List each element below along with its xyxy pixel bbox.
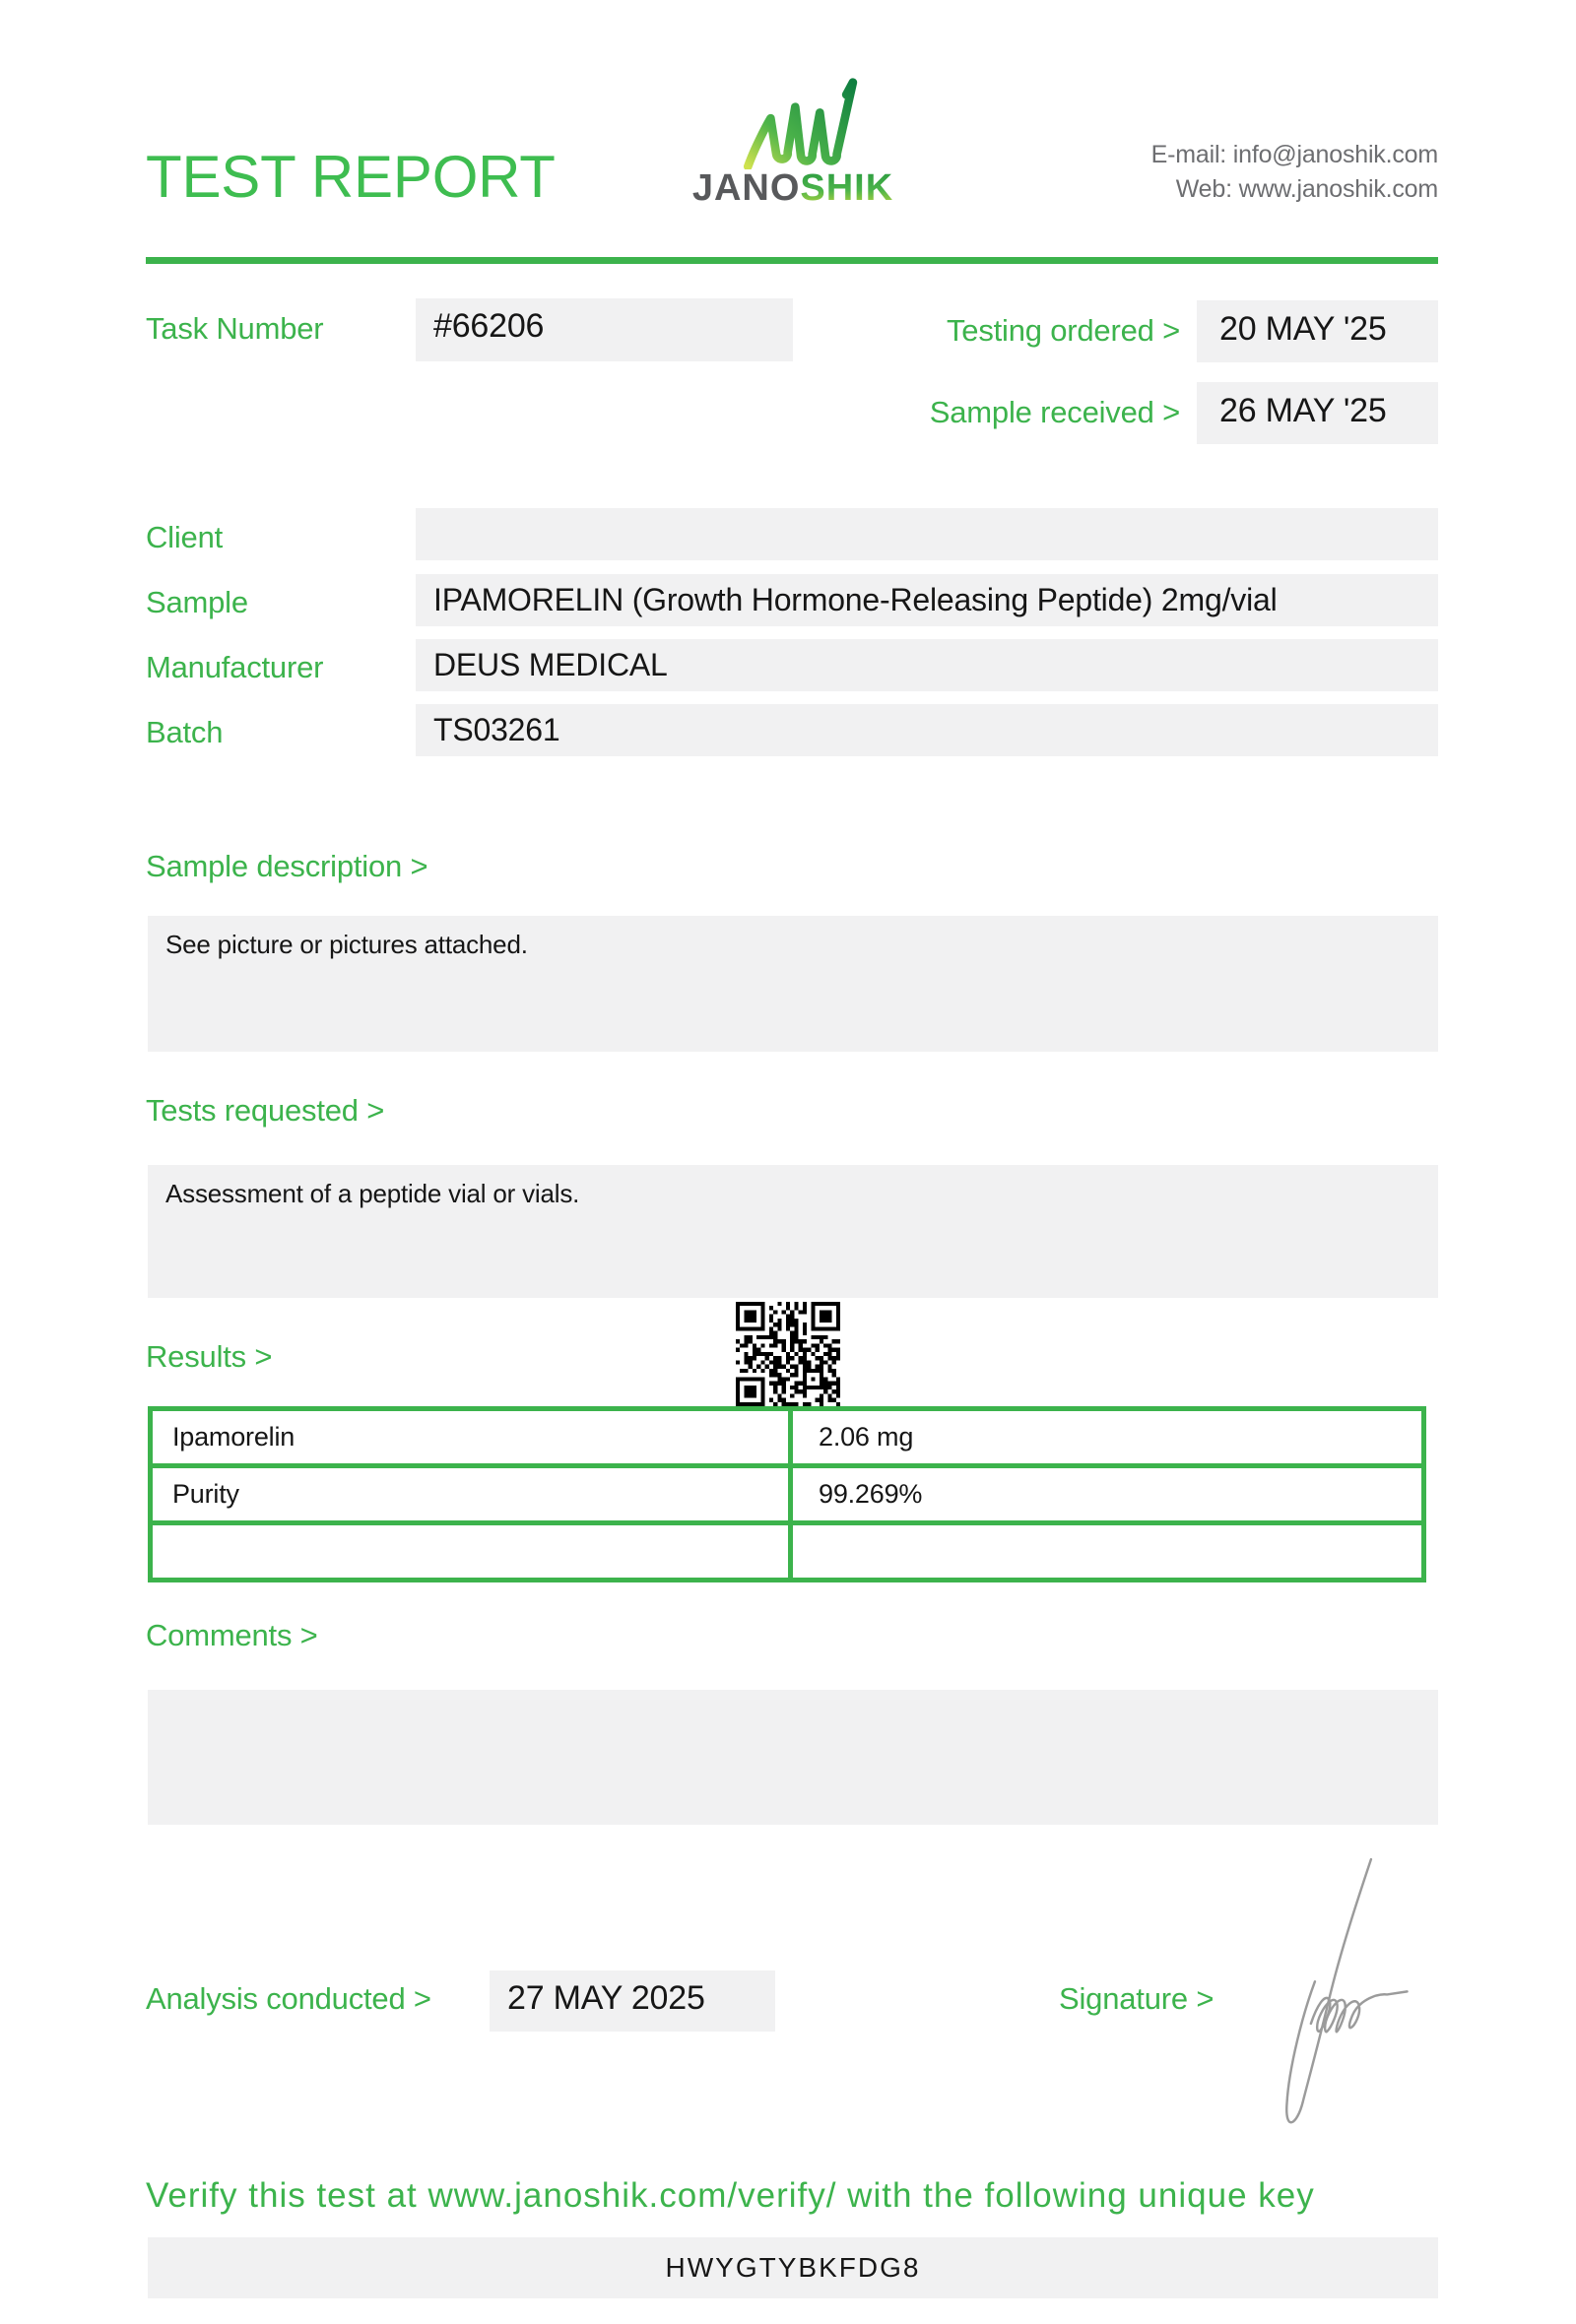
task-number-label: Task Number <box>146 311 324 346</box>
results-table <box>148 1406 1426 1582</box>
client-label: Client <box>146 520 224 554</box>
testing-ordered-value: 20 MAY '25 <box>1219 310 1387 348</box>
signature-image <box>1266 1853 1428 2144</box>
qr-code <box>736 1302 840 1406</box>
sample-received-label: Sample received > <box>929 395 1180 429</box>
tests-requested-text: Assessment of a peptide vial or vials. <box>165 1179 580 1208</box>
sample-label: Sample <box>146 585 248 619</box>
result-value-cell: 2.06 mg <box>791 1409 1424 1466</box>
manufacturer-label: Manufacturer <box>146 650 324 684</box>
manufacturer-value: DEUS MEDICAL <box>433 647 668 682</box>
header-divider <box>146 257 1438 264</box>
comments-box <box>148 1690 1438 1825</box>
tests-requested-heading: Tests requested > <box>146 1093 385 1128</box>
sample-description-heading: Sample description > <box>146 849 428 883</box>
tests-requested-box <box>148 1165 1438 1298</box>
contact-web: Web: www.janoshik.com <box>1175 175 1438 203</box>
task-number-value: #66206 <box>433 307 545 345</box>
result-value-cell: 99.269% <box>791 1466 1424 1523</box>
batch-box <box>416 704 1438 756</box>
verify-key-box <box>148 2237 1438 2298</box>
sample-description-box <box>148 916 1438 1052</box>
contact-email: E-mail: info@janoshik.com <box>1150 141 1438 168</box>
result-value-cell <box>791 1523 1424 1581</box>
batch-value: TS03261 <box>433 712 560 747</box>
analysis-date-value: 27 MAY 2025 <box>507 1979 705 2017</box>
table-row <box>151 1409 1424 1466</box>
contact-block <box>946 138 1438 207</box>
client-box <box>416 508 1438 560</box>
analysis-conducted-label: Analysis conducted > <box>146 1981 431 2016</box>
verify-key-value: HWYGTYBKFDG8 <box>665 2252 921 2283</box>
table-row <box>151 1523 1424 1581</box>
results-heading: Results > <box>146 1339 273 1374</box>
result-name-cell: Purity <box>151 1466 791 1523</box>
signature-label: Signature > <box>1059 1981 1215 2016</box>
table-row <box>151 1466 1424 1523</box>
logo-wordmark <box>680 169 906 207</box>
batch-label: Batch <box>146 715 224 749</box>
page-title: TEST REPORT <box>146 144 556 210</box>
sample-value: IPAMORELIN (Growth Hormone-Releasing Peptide) 2mg/vial <box>433 582 1278 617</box>
testing-ordered-label: Testing ordered > <box>946 313 1180 348</box>
verify-instruction: Verify this test at www.janoshik.com/verify/ with the following unique key <box>146 2176 1315 2215</box>
logo-text-shik: SHIK <box>800 167 894 209</box>
result-name-cell: Ipamorelin <box>151 1409 791 1466</box>
sample-received-value: 26 MAY '25 <box>1219 392 1387 429</box>
comments-heading: Comments > <box>146 1618 318 1652</box>
sample-description-text: See picture or pictures attached. <box>165 930 528 959</box>
result-name-cell <box>151 1523 791 1581</box>
logo-chart-icon <box>741 75 865 169</box>
logo-text-jano: JANO <box>691 167 801 209</box>
